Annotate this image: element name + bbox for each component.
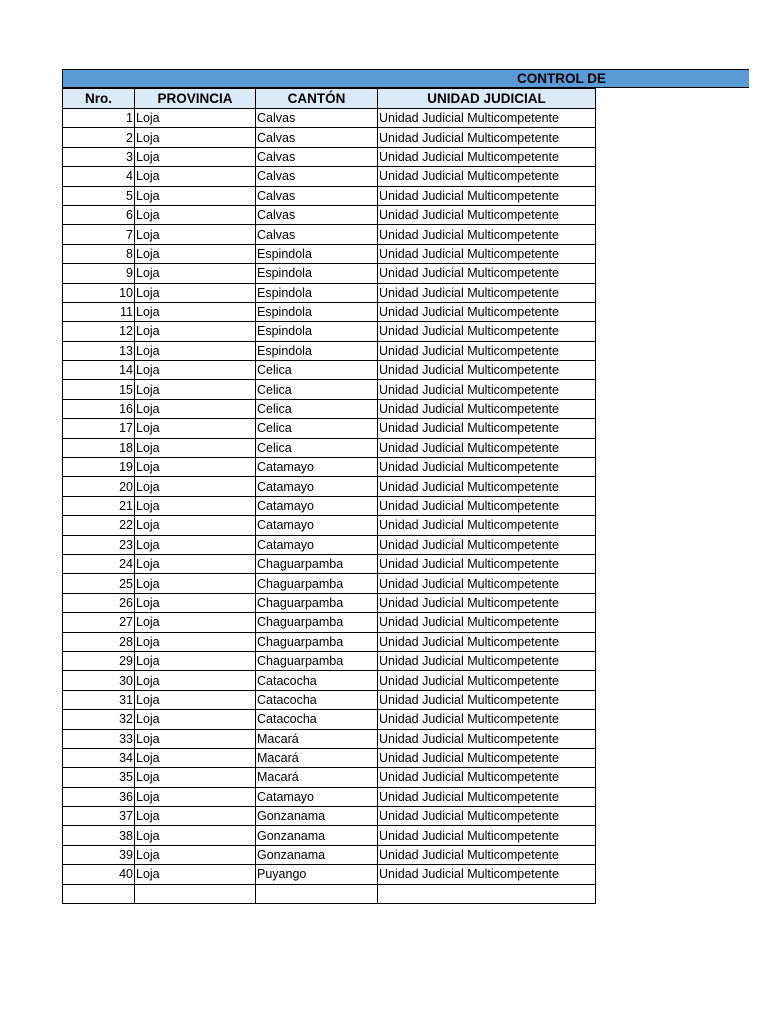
cell-unidad-judicial[interactable]: Unidad Judicial Multicompetente bbox=[378, 826, 596, 845]
cell-provincia[interactable]: Loja bbox=[135, 458, 256, 477]
cell-nro[interactable]: 20 bbox=[63, 477, 135, 496]
cell-provincia[interactable]: Loja bbox=[135, 671, 256, 690]
table-row[interactable] bbox=[63, 322, 596, 341]
cell-unidad-judicial[interactable]: Unidad Judicial Multicompetente bbox=[378, 690, 596, 709]
cell-unidad-judicial[interactable]: Unidad Judicial Multicompetente bbox=[378, 167, 596, 186]
table-row[interactable] bbox=[63, 438, 596, 457]
cell-nro[interactable]: 29 bbox=[63, 651, 135, 670]
cell-provincia[interactable]: Loja bbox=[135, 109, 256, 128]
cell-provincia[interactable]: Loja bbox=[135, 205, 256, 224]
table-row[interactable] bbox=[63, 264, 596, 283]
cell-unidad-judicial[interactable]: Unidad Judicial Multicompetente bbox=[378, 574, 596, 593]
cell-nro[interactable]: 18 bbox=[63, 438, 135, 457]
table-row[interactable] bbox=[63, 380, 596, 399]
cell-unidad-judicial[interactable]: Unidad Judicial Multicompetente bbox=[378, 845, 596, 864]
cell-canton[interactable]: Gonzanama bbox=[256, 807, 378, 826]
cell-provincia[interactable]: Loja bbox=[135, 283, 256, 302]
table-row[interactable] bbox=[63, 865, 596, 884]
cell-nro[interactable]: 17 bbox=[63, 419, 135, 438]
table-row[interactable] bbox=[63, 651, 596, 670]
cell-canton[interactable]: Espindola bbox=[256, 341, 378, 360]
cell-canton[interactable]: Catacocha bbox=[256, 671, 378, 690]
cell-unidad-judicial[interactable]: Unidad Judicial Multicompetente bbox=[378, 341, 596, 360]
cell-provincia[interactable]: Loja bbox=[135, 768, 256, 787]
cell-nro[interactable]: 37 bbox=[63, 807, 135, 826]
title-banner bbox=[62, 69, 749, 88]
cell-unidad-judicial[interactable]: Unidad Judicial Multicompetente bbox=[378, 109, 596, 128]
cell-canton[interactable]: Celica bbox=[256, 438, 378, 457]
cell-nro[interactable] bbox=[63, 884, 135, 903]
cell-canton[interactable]: Chaguarpamba bbox=[256, 632, 378, 651]
cell-unidad-judicial[interactable]: Unidad Judicial Multicompetente bbox=[378, 651, 596, 670]
table-row[interactable] bbox=[63, 109, 596, 128]
table-row[interactable] bbox=[63, 225, 596, 244]
cell-unidad-judicial[interactable]: Unidad Judicial Multicompetente bbox=[378, 205, 596, 224]
cell-provincia[interactable]: Loja bbox=[135, 807, 256, 826]
cell-canton[interactable]: Chaguarpamba bbox=[256, 574, 378, 593]
cell-nro[interactable]: 28 bbox=[63, 632, 135, 651]
table-row[interactable] bbox=[63, 690, 596, 709]
cell-canton[interactable]: Calvas bbox=[256, 205, 378, 224]
cell-nro[interactable]: 1 bbox=[63, 109, 135, 128]
cell-canton[interactable]: Celica bbox=[256, 380, 378, 399]
cell-provincia[interactable]: Loja bbox=[135, 787, 256, 806]
table-row[interactable] bbox=[63, 787, 596, 806]
table-row[interactable] bbox=[63, 419, 596, 438]
cell-provincia[interactable]: Loja bbox=[135, 167, 256, 186]
cell-unidad-judicial[interactable]: Unidad Judicial Multicompetente bbox=[378, 535, 596, 554]
cell-canton[interactable]: Catamayo bbox=[256, 477, 378, 496]
data-table bbox=[62, 88, 596, 904]
cell-nro[interactable]: 27 bbox=[63, 613, 135, 632]
cell-canton[interactable]: Catacocha bbox=[256, 710, 378, 729]
table-row[interactable] bbox=[63, 516, 596, 535]
cell-provincia[interactable]: Loja bbox=[135, 399, 256, 418]
cell-unidad-judicial[interactable]: Unidad Judicial Multicompetente bbox=[378, 380, 596, 399]
cell-unidad-judicial[interactable]: Unidad Judicial Multicompetente bbox=[378, 554, 596, 573]
table-row[interactable] bbox=[63, 477, 596, 496]
cell-unidad-judicial[interactable]: Unidad Judicial Multicompetente bbox=[378, 768, 596, 787]
cell-canton[interactable]: Celica bbox=[256, 361, 378, 380]
cell-nro[interactable]: 16 bbox=[63, 399, 135, 418]
table-row[interactable] bbox=[63, 826, 596, 845]
cell-unidad-judicial[interactable]: Unidad Judicial Multicompetente bbox=[378, 322, 596, 341]
table-row[interactable] bbox=[63, 205, 596, 224]
cell-unidad-judicial[interactable]: Unidad Judicial Multicompetente bbox=[378, 787, 596, 806]
cell-unidad-judicial[interactable]: Unidad Judicial Multicompetente bbox=[378, 186, 596, 205]
cell-canton[interactable]: Macará bbox=[256, 729, 378, 748]
table-row[interactable] bbox=[63, 845, 596, 864]
cell-unidad-judicial[interactable]: Unidad Judicial Multicompetente bbox=[378, 865, 596, 884]
cell-provincia[interactable]: Loja bbox=[135, 264, 256, 283]
cell-nro[interactable]: 7 bbox=[63, 225, 135, 244]
cell-provincia[interactable]: Loja bbox=[135, 341, 256, 360]
cell-canton[interactable]: Espindola bbox=[256, 283, 378, 302]
cell-unidad-judicial[interactable] bbox=[378, 884, 596, 903]
cell-unidad-judicial[interactable]: Unidad Judicial Multicompetente bbox=[378, 438, 596, 457]
cell-provincia[interactable]: Loja bbox=[135, 419, 256, 438]
cell-provincia[interactable]: Loja bbox=[135, 613, 256, 632]
cell-provincia[interactable]: Loja bbox=[135, 865, 256, 884]
cell-provincia[interactable]: Loja bbox=[135, 516, 256, 535]
cell-provincia[interactable]: Loja bbox=[135, 710, 256, 729]
cell-canton[interactable]: Espindola bbox=[256, 302, 378, 321]
cell-provincia[interactable]: Loja bbox=[135, 244, 256, 263]
cell-nro[interactable]: 32 bbox=[63, 710, 135, 729]
cell-canton[interactable]: Macará bbox=[256, 768, 378, 787]
cell-provincia[interactable]: Loja bbox=[135, 128, 256, 147]
cell-canton[interactable]: Espindola bbox=[256, 244, 378, 263]
table-row[interactable] bbox=[63, 535, 596, 554]
cell-canton[interactable]: Puyango bbox=[256, 865, 378, 884]
cell-provincia[interactable]: Loja bbox=[135, 380, 256, 399]
table-row[interactable] bbox=[63, 341, 596, 360]
table-row[interactable] bbox=[63, 768, 596, 787]
cell-nro[interactable]: 5 bbox=[63, 186, 135, 205]
cell-nro[interactable]: 36 bbox=[63, 787, 135, 806]
table-row[interactable] bbox=[63, 807, 596, 826]
table-row[interactable] bbox=[63, 302, 596, 321]
cell-provincia[interactable]: Loja bbox=[135, 845, 256, 864]
cell-nro[interactable]: 24 bbox=[63, 554, 135, 573]
cell-canton[interactable]: Catamayo bbox=[256, 787, 378, 806]
cell-nro[interactable]: 22 bbox=[63, 516, 135, 535]
table-row[interactable] bbox=[63, 128, 596, 147]
cell-canton[interactable]: Calvas bbox=[256, 225, 378, 244]
cell-provincia[interactable]: Loja bbox=[135, 477, 256, 496]
cell-unidad-judicial[interactable]: Unidad Judicial Multicompetente bbox=[378, 244, 596, 263]
cell-canton[interactable]: Catacocha bbox=[256, 690, 378, 709]
cell-unidad-judicial[interactable]: Unidad Judicial Multicompetente bbox=[378, 748, 596, 767]
cell-provincia[interactable]: Loja bbox=[135, 147, 256, 166]
cell-nro[interactable]: 34 bbox=[63, 748, 135, 767]
cell-canton[interactable]: Macará bbox=[256, 748, 378, 767]
cell-unidad-judicial[interactable]: Unidad Judicial Multicompetente bbox=[378, 710, 596, 729]
cell-unidad-judicial[interactable]: Unidad Judicial Multicompetente bbox=[378, 477, 596, 496]
header-row bbox=[63, 89, 596, 109]
cell-unidad-judicial[interactable]: Unidad Judicial Multicompetente bbox=[378, 613, 596, 632]
cell-provincia[interactable]: Loja bbox=[135, 361, 256, 380]
column-header-provincia: PROVINCIA bbox=[135, 89, 256, 109]
cell-canton[interactable]: Gonzanama bbox=[256, 826, 378, 845]
cell-nro[interactable]: 21 bbox=[63, 496, 135, 515]
cell-unidad-judicial[interactable]: Unidad Judicial Multicompetente bbox=[378, 399, 596, 418]
cell-unidad-judicial[interactable]: Unidad Judicial Multicompetente bbox=[378, 283, 596, 302]
cell-nro[interactable]: 35 bbox=[63, 768, 135, 787]
cell-nro[interactable]: 15 bbox=[63, 380, 135, 399]
cell-canton[interactable]: Catamayo bbox=[256, 496, 378, 515]
cell-nro[interactable]: 33 bbox=[63, 729, 135, 748]
table-row[interactable] bbox=[63, 710, 596, 729]
cell-provincia[interactable]: Loja bbox=[135, 554, 256, 573]
cell-nro[interactable]: 9 bbox=[63, 264, 135, 283]
cell-nro[interactable]: 26 bbox=[63, 593, 135, 612]
cell-nro[interactable]: 14 bbox=[63, 361, 135, 380]
cell-canton[interactable]: Calvas bbox=[256, 186, 378, 205]
table-row[interactable] bbox=[63, 283, 596, 302]
column-header-nro: Nro. bbox=[63, 89, 135, 109]
cell-nro[interactable]: 23 bbox=[63, 535, 135, 554]
table-row[interactable] bbox=[63, 671, 596, 690]
cell-canton[interactable]: Calvas bbox=[256, 167, 378, 186]
cell-nro[interactable]: 38 bbox=[63, 826, 135, 845]
cell-provincia[interactable]: Loja bbox=[135, 535, 256, 554]
table-row[interactable] bbox=[63, 593, 596, 612]
column-header-unidad-judicial: UNIDAD JUDICIAL bbox=[378, 89, 596, 109]
cell-unidad-judicial[interactable]: Unidad Judicial Multicompetente bbox=[378, 264, 596, 283]
table-row[interactable] bbox=[63, 458, 596, 477]
banner-title: CONTROL DE bbox=[517, 71, 607, 86]
cell-provincia[interactable]: Loja bbox=[135, 690, 256, 709]
cell-unidad-judicial[interactable]: Unidad Judicial Multicompetente bbox=[378, 593, 596, 612]
cell-canton[interactable]: Chaguarpamba bbox=[256, 613, 378, 632]
cell-provincia[interactable]: Loja bbox=[135, 322, 256, 341]
table-row[interactable] bbox=[63, 554, 596, 573]
cell-nro[interactable]: 11 bbox=[63, 302, 135, 321]
cell-canton[interactable]: Calvas bbox=[256, 128, 378, 147]
table-row[interactable] bbox=[63, 884, 596, 903]
cell-unidad-judicial[interactable]: Unidad Judicial Multicompetente bbox=[378, 458, 596, 477]
table-row[interactable] bbox=[63, 167, 596, 186]
cell-nro[interactable]: 6 bbox=[63, 205, 135, 224]
cell-nro[interactable]: 10 bbox=[63, 283, 135, 302]
cell-provincia[interactable]: Loja bbox=[135, 574, 256, 593]
table-row[interactable] bbox=[63, 244, 596, 263]
cell-canton[interactable]: Calvas bbox=[256, 109, 378, 128]
table-row[interactable] bbox=[63, 574, 596, 593]
column-header-canton: CANTÓN bbox=[256, 89, 378, 109]
cell-canton[interactable]: Chaguarpamba bbox=[256, 554, 378, 573]
cell-nro[interactable]: 3 bbox=[63, 147, 135, 166]
cell-provincia[interactable]: Loja bbox=[135, 186, 256, 205]
cell-provincia[interactable]: Loja bbox=[135, 302, 256, 321]
cell-canton[interactable] bbox=[256, 884, 378, 903]
cell-provincia[interactable]: Loja bbox=[135, 225, 256, 244]
cell-unidad-judicial[interactable]: Unidad Judicial Multicompetente bbox=[378, 729, 596, 748]
cell-canton[interactable]: Celica bbox=[256, 399, 378, 418]
cell-unidad-judicial[interactable]: Unidad Judicial Multicompetente bbox=[378, 671, 596, 690]
table-row[interactable] bbox=[63, 496, 596, 515]
cell-nro[interactable]: 8 bbox=[63, 244, 135, 263]
cell-nro[interactable]: 2 bbox=[63, 128, 135, 147]
cell-nro[interactable]: 39 bbox=[63, 845, 135, 864]
cell-canton[interactable]: Catamayo bbox=[256, 516, 378, 535]
cell-canton[interactable]: Chaguarpamba bbox=[256, 593, 378, 612]
cell-unidad-judicial[interactable]: Unidad Judicial Multicompetente bbox=[378, 302, 596, 321]
cell-unidad-judicial[interactable]: Unidad Judicial Multicompetente bbox=[378, 632, 596, 651]
cell-provincia[interactable]: Loja bbox=[135, 651, 256, 670]
table-row[interactable] bbox=[63, 186, 596, 205]
cell-canton[interactable]: Catamayo bbox=[256, 535, 378, 554]
cell-unidad-judicial[interactable]: Unidad Judicial Multicompetente bbox=[378, 516, 596, 535]
cell-unidad-judicial[interactable]: Unidad Judicial Multicompetente bbox=[378, 361, 596, 380]
cell-provincia[interactable]: Loja bbox=[135, 438, 256, 457]
cell-canton[interactable]: Catamayo bbox=[256, 458, 378, 477]
cell-nro[interactable]: 25 bbox=[63, 574, 135, 593]
cell-nro[interactable]: 30 bbox=[63, 671, 135, 690]
cell-nro[interactable]: 4 bbox=[63, 167, 135, 186]
cell-nro[interactable]: 13 bbox=[63, 341, 135, 360]
table-row[interactable] bbox=[63, 147, 596, 166]
cell-canton[interactable]: Chaguarpamba bbox=[256, 651, 378, 670]
cell-provincia[interactable]: Loja bbox=[135, 632, 256, 651]
table-row[interactable] bbox=[63, 632, 596, 651]
cell-unidad-judicial[interactable]: Unidad Judicial Multicompetente bbox=[378, 807, 596, 826]
cell-nro[interactable]: 31 bbox=[63, 690, 135, 709]
cell-provincia[interactable]: Loja bbox=[135, 748, 256, 767]
table-row[interactable] bbox=[63, 748, 596, 767]
cell-nro[interactable]: 19 bbox=[63, 458, 135, 477]
cell-canton[interactable]: Espindola bbox=[256, 264, 378, 283]
cell-unidad-judicial[interactable]: Unidad Judicial Multicompetente bbox=[378, 225, 596, 244]
cell-nro[interactable]: 40 bbox=[63, 865, 135, 884]
cell-canton[interactable]: Gonzanama bbox=[256, 845, 378, 864]
table-row[interactable] bbox=[63, 729, 596, 748]
table-row[interactable] bbox=[63, 613, 596, 632]
cell-unidad-judicial[interactable]: Unidad Judicial Multicompetente bbox=[378, 128, 596, 147]
cell-canton[interactable]: Celica bbox=[256, 419, 378, 438]
cell-unidad-judicial[interactable]: Unidad Judicial Multicompetente bbox=[378, 419, 596, 438]
cell-provincia[interactable]: Loja bbox=[135, 593, 256, 612]
cell-canton[interactable]: Espindola bbox=[256, 322, 378, 341]
cell-unidad-judicial[interactable]: Unidad Judicial Multicompetente bbox=[378, 496, 596, 515]
cell-canton[interactable]: Calvas bbox=[256, 147, 378, 166]
cell-unidad-judicial[interactable]: Unidad Judicial Multicompetente bbox=[378, 147, 596, 166]
cell-provincia[interactable] bbox=[135, 884, 256, 903]
cell-nro[interactable]: 12 bbox=[63, 322, 135, 341]
cell-provincia[interactable]: Loja bbox=[135, 729, 256, 748]
cell-provincia[interactable]: Loja bbox=[135, 826, 256, 845]
cell-provincia[interactable]: Loja bbox=[135, 496, 256, 515]
table-row[interactable] bbox=[63, 361, 596, 380]
table-row[interactable] bbox=[63, 399, 596, 418]
table-body bbox=[63, 109, 596, 904]
